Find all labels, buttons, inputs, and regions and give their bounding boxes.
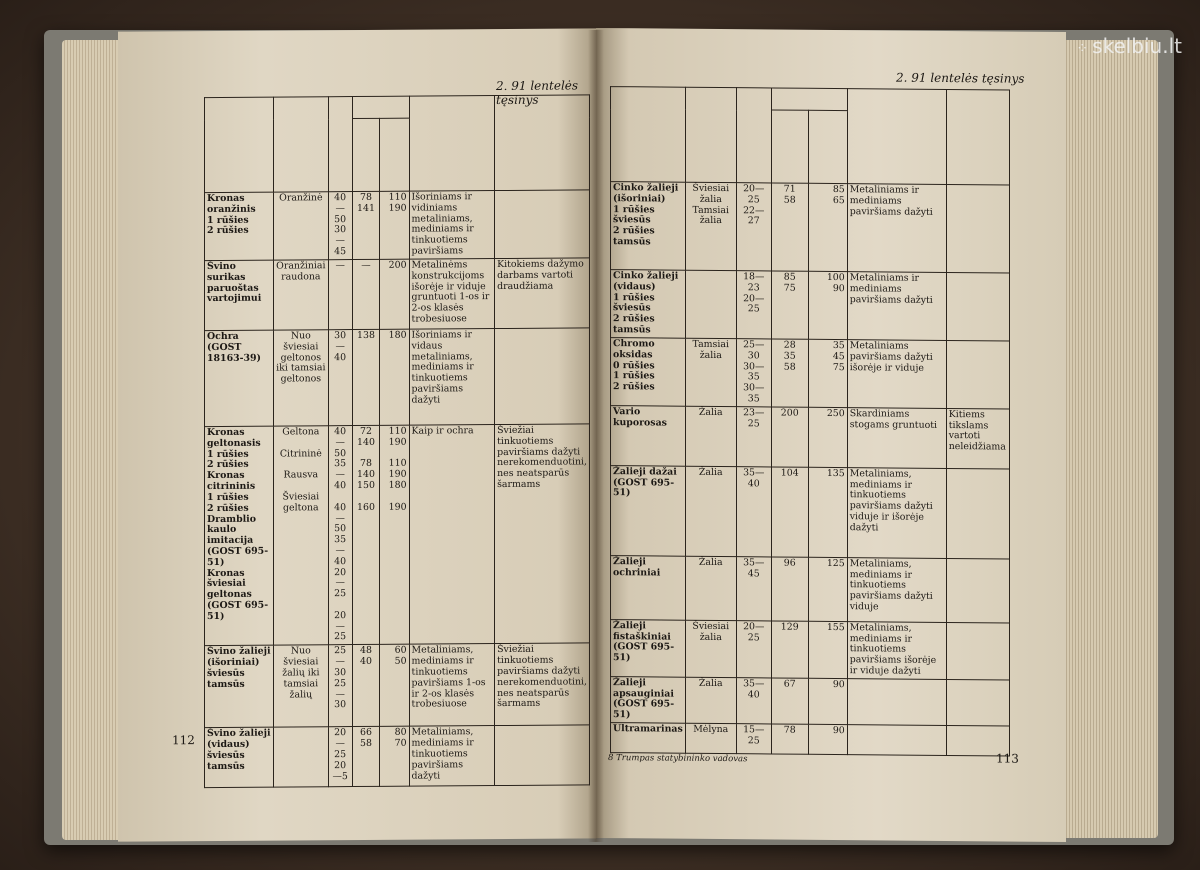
pokostas-percent-cell-text: 35—40 bbox=[743, 678, 765, 701]
coverage-ground-cell bbox=[771, 183, 808, 271]
book-gutter bbox=[588, 30, 604, 842]
restrictions-cell bbox=[495, 328, 590, 425]
table-header-row bbox=[205, 95, 590, 120]
watermark-logo-icon: ⁘ bbox=[1076, 41, 1089, 57]
paint-name-cell bbox=[205, 330, 274, 426]
coverage-ready-cell-text: 110 190 bbox=[388, 191, 407, 214]
paint-name-cell bbox=[611, 337, 686, 406]
coverage-ready-cell bbox=[808, 724, 847, 754]
paint-color-cell bbox=[685, 620, 736, 678]
restrictions-cell-text bbox=[497, 727, 587, 728]
paint-color-cell-text: Tamsiai žalia bbox=[692, 338, 729, 361]
right-page-header: 2. 91 lentelės tęsinys bbox=[896, 70, 1025, 86]
pokostas-percent-cell bbox=[736, 406, 771, 466]
right-page-number: 113 bbox=[996, 751, 1019, 766]
col-header-apribojimai bbox=[946, 90, 1009, 186]
paint-color-cell bbox=[685, 556, 736, 620]
col-header-color bbox=[274, 97, 328, 192]
watermark bbox=[1076, 34, 1182, 58]
coverage-ready-cell-text: 90 bbox=[832, 678, 845, 690]
coverage-ready-cell-text: 60 50 bbox=[394, 644, 407, 667]
col-header-dengiamumas bbox=[771, 88, 847, 111]
paint-name-cell-text: Ochra (GOST 18163-39) bbox=[207, 330, 261, 364]
paint-color-cell-text: Šviesiai žalia Tamsiai žalia bbox=[692, 182, 730, 227]
paint-color-cell bbox=[685, 406, 736, 466]
col-header-paskirtis bbox=[847, 89, 946, 185]
table-row bbox=[205, 258, 590, 331]
coverage-ready-cell-text: 85 65 bbox=[832, 184, 845, 206]
coverage-ready-cell bbox=[808, 621, 847, 678]
pokostas-percent-cell-text: 20—25 22—27 bbox=[743, 183, 765, 227]
paint-color-cell-text: Žalia bbox=[698, 677, 723, 689]
coverage-ready-cell-text: 125 bbox=[826, 557, 845, 569]
purpose-cell bbox=[847, 184, 946, 273]
purpose-cell bbox=[847, 407, 946, 468]
purpose-cell bbox=[409, 329, 495, 426]
paint-color-cell-text: Žalia bbox=[698, 406, 723, 418]
pokostas-percent-cell bbox=[328, 645, 352, 727]
paint-name-cell-text: Švino žalieji (vidaus) šviesūs tamsūs bbox=[207, 727, 271, 772]
purpose-cell bbox=[847, 557, 946, 622]
pokostas-percent-cell-text: 20—25 bbox=[743, 620, 765, 643]
paint-color-cell-text: Žalia bbox=[698, 556, 723, 568]
pokostas-percent-cell bbox=[736, 339, 771, 407]
purpose-cell bbox=[409, 191, 495, 260]
table-row bbox=[205, 190, 590, 261]
pokostas-percent-cell-text: 35—40 bbox=[743, 466, 765, 489]
restrictions-cell-text bbox=[949, 274, 1007, 275]
paint-color-cell bbox=[274, 645, 328, 727]
paint-color-cell bbox=[685, 182, 736, 270]
paint-name-cell-text: Vario kuporosas bbox=[613, 405, 667, 429]
col-header-apribojimai bbox=[495, 95, 590, 191]
restrictions-cell bbox=[946, 558, 1009, 623]
coverage-ground-cell bbox=[352, 727, 379, 787]
pokostas-percent-cell-text: — bbox=[335, 260, 345, 272]
restrictions-cell-text: Šviežiai tinkuotiems paviršiams dažyti nerekomenduotini, nes neatsparūs šarmams bbox=[497, 644, 587, 710]
right-paint-table bbox=[610, 86, 1010, 757]
paint-name-cell bbox=[611, 555, 686, 620]
pokostas-percent-cell bbox=[736, 620, 771, 677]
purpose-cell-text: Metaliniams ir mediniams paviršiams dažyti bbox=[849, 272, 933, 306]
coverage-ready-cell bbox=[380, 191, 409, 259]
coverage-ready-cell-text: 155 bbox=[826, 621, 845, 633]
restrictions-cell-text bbox=[949, 470, 1007, 471]
table-row bbox=[611, 676, 1010, 726]
table-row bbox=[205, 328, 590, 427]
coverage-ready-cell-text: 90 bbox=[832, 725, 845, 737]
coverage-ground-cell bbox=[771, 621, 808, 678]
restrictions-cell-text bbox=[949, 624, 1007, 625]
coverage-ground-cell bbox=[771, 678, 808, 725]
left-page bbox=[118, 28, 596, 841]
left-paint-table bbox=[204, 94, 590, 788]
coverage-ready-cell bbox=[808, 407, 847, 467]
table-row bbox=[205, 424, 590, 646]
pokostas-percent-cell-text: 15—25 bbox=[743, 724, 765, 747]
coverage-ready-cell bbox=[380, 425, 409, 644]
paint-color-cell-text: Žalia bbox=[698, 466, 723, 478]
coverage-ground-cell-text: 71 58 bbox=[783, 183, 796, 206]
paint-name-cell-text: Kronas oranžinis 1 rūšies 2 rūšies bbox=[207, 192, 256, 237]
paint-name-cell bbox=[611, 723, 686, 754]
coverage-ground-cell-text: 78 bbox=[783, 724, 796, 736]
coverage-ready-cell bbox=[380, 726, 409, 786]
purpose-cell-text: Skardiniams stogams gruntuoti bbox=[849, 407, 938, 431]
left-page-header: 2. 91 lentelės tęsinys bbox=[496, 78, 579, 108]
watermark-text: skelbiu.lt bbox=[1092, 34, 1182, 58]
table-row bbox=[205, 725, 590, 788]
paint-color-cell-text: Mėlyna bbox=[693, 723, 729, 736]
paint-color-cell bbox=[685, 466, 736, 556]
col-header-trintu bbox=[771, 110, 808, 183]
purpose-cell-text: Metaliniams paviršiams dažyti išorėje ir viduje bbox=[849, 340, 933, 374]
restrictions-cell bbox=[946, 679, 1009, 726]
pokostas-percent-cell-text: 18—23 20—25 bbox=[743, 271, 765, 315]
paint-color-cell bbox=[274, 330, 328, 426]
restrictions-cell bbox=[495, 643, 590, 726]
right-page bbox=[596, 28, 1066, 842]
coverage-ground-cell bbox=[352, 645, 379, 727]
purpose-cell bbox=[409, 644, 495, 727]
table-header-row bbox=[611, 87, 1010, 112]
coverage-ground-cell-text: 138 bbox=[357, 329, 375, 341]
coverage-ground-cell bbox=[352, 329, 379, 425]
purpose-cell-text: Metalinėms konstrukcijoms išorėje ir viduje gruntuoti 1-os ir 2-os klasės trobesiuose bbox=[411, 259, 490, 325]
coverage-ready-cell-text: 250 bbox=[826, 407, 845, 419]
pokostas-percent-cell bbox=[736, 271, 771, 339]
restrictions-cell-text: Kitiems tikslams vartoti neleidžiama bbox=[948, 408, 1006, 453]
coverage-ground-cell-text: 28 35 58 bbox=[783, 339, 796, 373]
purpose-cell bbox=[847, 678, 946, 725]
paint-color-cell bbox=[274, 260, 328, 330]
coverage-ready-cell-text: 180 bbox=[388, 329, 407, 341]
col-header-color bbox=[685, 87, 736, 182]
coverage-ground-cell bbox=[352, 259, 379, 329]
coverage-ready-cell bbox=[808, 467, 847, 557]
purpose-cell bbox=[409, 726, 495, 787]
table-row bbox=[611, 182, 1010, 273]
right-page-footer: 8 Trumpas statybininko vadovas bbox=[608, 753, 748, 765]
coverage-ready-cell bbox=[808, 557, 847, 621]
pokostas-percent-cell bbox=[328, 426, 352, 645]
restrictions-cell-text bbox=[949, 727, 1007, 728]
col-header-dengiamumas bbox=[352, 96, 409, 118]
coverage-ready-cell-text: 135 bbox=[826, 467, 845, 479]
purpose-cell-text: Metaliniams, mediniams ir tinkuotiems paviršiams išorėje ir viduje dažyti bbox=[849, 621, 937, 677]
coverage-ready-cell bbox=[808, 183, 847, 271]
pokostas-percent-cell-text: 40—50 35—40 40—50 35—40 20—25 20—25 bbox=[334, 426, 347, 643]
paint-color-cell bbox=[685, 270, 736, 338]
purpose-cell bbox=[847, 340, 946, 409]
table-row bbox=[611, 723, 1010, 756]
restrictions-cell bbox=[495, 190, 590, 259]
paint-name-cell-text: Ultramarinas bbox=[613, 723, 683, 735]
col-header-pokostas bbox=[736, 88, 771, 183]
paint-name-cell bbox=[611, 465, 686, 556]
table-row bbox=[611, 337, 1010, 408]
paint-name-cell bbox=[205, 260, 274, 330]
paint-color-cell-text: Šviesiai žalia bbox=[692, 620, 730, 643]
paint-name-cell bbox=[611, 270, 686, 339]
paint-name-cell-text: Chromo oksidas 0 rūšies 1 rūšies 2 rūšies bbox=[613, 337, 655, 393]
paint-name-cell-text: Žalieji apsauginiai (GOST 695-51) bbox=[613, 676, 675, 721]
paint-name-cell-text: Švino surikas paruoštas vartojimui bbox=[207, 260, 262, 305]
purpose-cell bbox=[409, 425, 495, 645]
paint-color-cell-text: Oranžinė bbox=[279, 192, 323, 204]
pokostas-percent-cell bbox=[736, 556, 771, 620]
coverage-ground-cell bbox=[771, 557, 808, 621]
pokostas-percent-cell bbox=[328, 260, 352, 330]
col-header-paruostu bbox=[808, 110, 847, 183]
pokostas-percent-cell bbox=[328, 192, 352, 260]
coverage-ready-cell bbox=[380, 329, 409, 425]
paint-color-cell bbox=[274, 426, 328, 646]
coverage-ground-cell-text: 66 58 bbox=[360, 727, 372, 750]
paint-name-cell bbox=[611, 676, 686, 723]
table-row bbox=[611, 619, 1010, 680]
pokostas-percent-cell bbox=[736, 677, 771, 724]
pokostas-percent-cell bbox=[328, 330, 352, 426]
coverage-ground-cell-text: 85 75 bbox=[783, 271, 796, 294]
paint-color-cell bbox=[685, 338, 736, 406]
coverage-ground-cell bbox=[771, 724, 808, 754]
pokostas-percent-cell-text: 20—25 20—5 bbox=[332, 727, 348, 782]
pokostas-percent-cell-text: 25—30 30—35 30—35 bbox=[743, 339, 765, 405]
pokostas-percent-cell-text: 23—25 bbox=[743, 406, 765, 429]
pokostas-percent-cell bbox=[736, 724, 771, 754]
paint-color-cell-text: Nuo šviesiai žalių iki tamsiai žalių bbox=[282, 645, 320, 700]
table-row bbox=[611, 555, 1010, 622]
pokostas-percent-cell-text: 25—30 25—30 bbox=[334, 645, 347, 711]
right-page-edges bbox=[1058, 40, 1158, 838]
purpose-cell bbox=[847, 725, 946, 756]
purpose-cell-text: Kaip ir ochra bbox=[411, 425, 474, 437]
paint-name-cell-text: Žalieji fistaškiniai (GOST 695-51) bbox=[613, 619, 675, 664]
table-row bbox=[611, 465, 1010, 558]
coverage-ground-cell bbox=[771, 271, 808, 339]
coverage-ready-cell bbox=[380, 259, 409, 329]
paint-color-cell bbox=[685, 723, 736, 753]
purpose-cell bbox=[847, 621, 946, 679]
purpose-cell bbox=[847, 272, 946, 341]
purpose-cell-text: Išoriniams ir vidiniams metaliniams, mediniams ir tinkuotiems paviršiams bbox=[411, 191, 474, 257]
paint-name-cell-text: Cinko žalieji (vidaus) 1 rūšies šviesūs 2 rūšies tamsūs bbox=[613, 270, 679, 336]
coverage-ground-cell-text: 78 141 bbox=[357, 191, 375, 214]
paint-name-cell bbox=[205, 645, 274, 727]
paint-name-cell bbox=[611, 405, 686, 466]
paint-name-cell-text: Švino žalieji (išoriniai) šviesūs tamsūs bbox=[207, 645, 271, 690]
table-row bbox=[205, 643, 590, 728]
purpose-cell-text: Metaliniams, mediniams ir tinkuotiems paviršiams dažyti viduje ir išorėje dažyti bbox=[849, 467, 933, 534]
restrictions-cell-text bbox=[949, 342, 1007, 343]
coverage-ground-cell bbox=[771, 467, 808, 557]
col-header-pokostas bbox=[328, 97, 352, 192]
purpose-cell-text bbox=[850, 680, 944, 681]
col-header-name bbox=[611, 87, 686, 183]
coverage-ready-cell-text: 110 190 110 190 180 190 bbox=[388, 425, 407, 513]
restrictions-cell-text bbox=[949, 560, 1007, 561]
coverage-ready-cell bbox=[380, 644, 409, 726]
table-row bbox=[611, 405, 1010, 468]
coverage-ground-cell-text: 67 bbox=[783, 678, 796, 690]
col-header-name bbox=[205, 97, 274, 192]
col-header-paskirtis bbox=[409, 96, 495, 192]
restrictions-cell-text: Kitokiems dažymo darbams vartoti draudžiama bbox=[497, 258, 584, 292]
purpose-cell bbox=[847, 467, 946, 558]
pokostas-percent-cell-text: 30—40 bbox=[334, 330, 347, 363]
coverage-ready-cell-text: 100 90 bbox=[826, 271, 845, 294]
paint-color-cell bbox=[685, 677, 736, 724]
col-header-trintu bbox=[352, 118, 379, 191]
paint-color-cell-text: Oranžiniai raudona bbox=[276, 260, 326, 283]
paint-name-cell-text: Žalieji ochriniai bbox=[613, 555, 661, 579]
restrictions-cell-text bbox=[497, 329, 587, 330]
paint-color-cell-text: Nuo šviesiai geltonos iki tamsiai geltonos bbox=[276, 330, 326, 385]
coverage-ready-cell-text: 200 bbox=[388, 259, 407, 271]
restrictions-cell bbox=[946, 340, 1009, 408]
coverage-ground-cell-text: 200 bbox=[780, 407, 799, 419]
purpose-cell-text: Metaliniams, mediniams ir tinkuotiems paviršiams dažyti viduje bbox=[849, 557, 933, 613]
coverage-ground-cell-text: 72 140 78 140 150 160 bbox=[357, 425, 375, 513]
table-row bbox=[611, 270, 1010, 341]
paint-name-cell-text: Kronas geltonasis 1 rūšies 2 rūšies Kronas citrininis 1 rūšies 2 rūšies Dramblio kaulo imitacija (GOST 695-51) Kronas šviesiai geltonas (GOST 695-51) bbox=[207, 426, 269, 622]
restrictions-cell bbox=[946, 468, 1009, 559]
coverage-ground-cell-text: 48 40 bbox=[360, 645, 372, 668]
coverage-ready-cell-text: 80 70 bbox=[394, 726, 407, 749]
coverage-ready-cell bbox=[808, 339, 847, 407]
purpose-cell-text bbox=[850, 726, 944, 727]
left-page-number: 112 bbox=[172, 733, 195, 748]
restrictions-cell-text bbox=[497, 191, 587, 192]
coverage-ready-cell-text: 35 45 75 bbox=[832, 339, 845, 373]
paint-color-cell bbox=[274, 727, 328, 787]
pokostas-percent-cell bbox=[736, 183, 771, 271]
coverage-ground-cell-text: — bbox=[361, 259, 371, 271]
restrictions-cell-text bbox=[949, 186, 1007, 187]
paint-color-cell-text: Geltona Citrininė Rausva Šviesiai geltona bbox=[279, 426, 322, 514]
restrictions-cell bbox=[946, 273, 1009, 341]
restrictions-cell-text bbox=[949, 681, 1007, 682]
paint-name-cell-text: Žalieji dažai (GOST 695-51) bbox=[613, 465, 677, 499]
restrictions-cell bbox=[495, 258, 590, 329]
coverage-ground-cell bbox=[771, 407, 808, 467]
restrictions-cell-text: Šviežiai tinkuotiems paviršiams dažyti nerekomenduotini, nes neatsparūs šarmams bbox=[497, 424, 587, 491]
coverage-ground-cell-text: 129 bbox=[780, 621, 799, 633]
paint-name-cell bbox=[611, 619, 686, 677]
coverage-ground-cell bbox=[352, 425, 379, 644]
paint-name-cell bbox=[205, 727, 274, 787]
coverage-ready-cell bbox=[808, 271, 847, 339]
restrictions-cell bbox=[946, 622, 1009, 680]
coverage-ground-cell-text: 104 bbox=[780, 467, 799, 479]
paint-color-cell bbox=[274, 192, 328, 260]
coverage-ready-cell bbox=[808, 678, 847, 725]
restrictions-cell bbox=[946, 408, 1009, 469]
purpose-cell-text: Metaliniams ir mediniams paviršiams dažyti bbox=[849, 184, 933, 218]
col-header-paruostu bbox=[380, 118, 409, 191]
pokostas-percent-cell bbox=[328, 727, 352, 787]
paint-name-cell bbox=[205, 192, 274, 260]
paint-name-cell bbox=[611, 182, 686, 271]
purpose-cell bbox=[409, 259, 495, 330]
purpose-cell-text: Metaliniams, mediniams ir tinkuotiems paviršiams 1-os ir 2-os klasės trobesiuose bbox=[411, 644, 486, 710]
purpose-cell-text: Išoriniams ir vidaus metaliniams, mediniams ir tinkuotiems paviršiams dažyti bbox=[411, 329, 474, 406]
coverage-ground-cell bbox=[352, 191, 379, 259]
paint-name-cell bbox=[205, 426, 274, 646]
restrictions-cell bbox=[495, 725, 590, 786]
restrictions-cell bbox=[946, 185, 1009, 274]
purpose-cell-text: Metaliniams, mediniams ir tinkuotiems paviršiams dažyti bbox=[411, 726, 474, 782]
coverage-ground-cell bbox=[771, 339, 808, 407]
pokostas-percent-cell-text: 35—45 bbox=[743, 556, 765, 579]
pokostas-percent-cell bbox=[736, 466, 771, 556]
paint-name-cell-text: Cinko žalieji (išoriniai) 1 rūšies šviesūs 2 rūšies tamsūs bbox=[613, 182, 679, 248]
coverage-ground-cell-text: 96 bbox=[783, 557, 796, 569]
pokostas-percent-cell-text: 40—50 30—45 bbox=[334, 192, 347, 258]
restrictions-cell bbox=[495, 424, 590, 644]
